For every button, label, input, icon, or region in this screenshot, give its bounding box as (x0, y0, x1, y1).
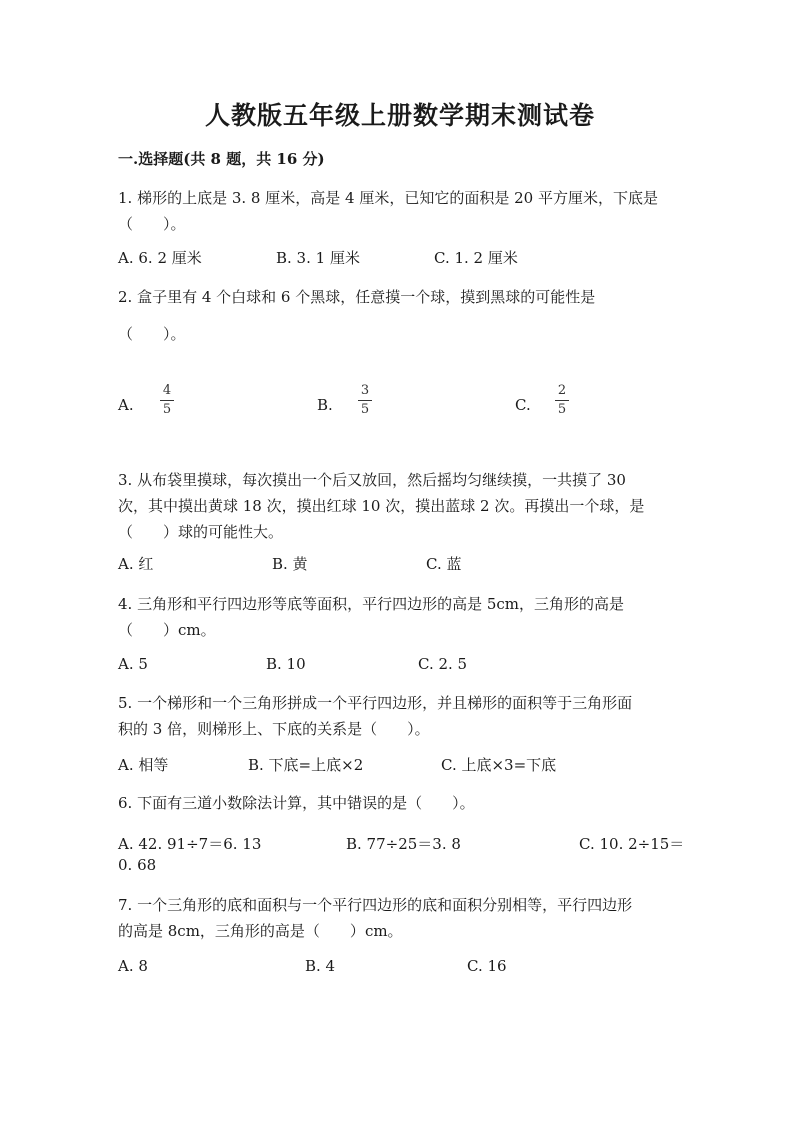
question-3-line-2: 次，其中摸出黄球 18 次，摸出红球 10 次，摸出蓝球 2 次。再摸出一个球，是 (118, 497, 645, 515)
question-4-option-b: B. 10 (266, 655, 306, 673)
option-b-fraction (358, 383, 372, 418)
question-7-option-b: B. 4 (305, 957, 336, 975)
fraction-denominator: 5 (557, 402, 567, 417)
fraction-numerator: 3 (360, 383, 370, 398)
question-7 (118, 892, 688, 944)
question-6-option-c-continued: 0. 68 (118, 856, 157, 874)
question-5 (118, 690, 688, 742)
fraction-numerator: 4 (162, 383, 172, 398)
question-3-line-3: （ ）球的可能性大。 (118, 523, 284, 541)
question-3-option-b: B. 黄 (272, 555, 308, 573)
question-7-option-c: C. 16 (467, 957, 507, 975)
question-2-line-1: 2. 盒子里有 4 个白球和 6 个黑球，任意摸一个球，摸到黑球的可能性是 (118, 288, 596, 306)
question-5-option-c: C. 上底×3=下底 (441, 756, 557, 774)
question-1-option-a: A. 6. 2 厘米 (118, 249, 202, 267)
fraction-denominator: 5 (360, 402, 370, 417)
question-3-option-a: A. 红 (118, 555, 154, 573)
option-a-fraction (160, 383, 174, 418)
fraction-bar (555, 400, 569, 401)
question-1-line-1: 1. 梯形的上底是 3. 8 厘米，高是 4 厘米，已知它的面积是 20 平方厘米，下底是 (118, 189, 658, 207)
option-b-label: B. (317, 396, 333, 414)
question-3 (118, 467, 688, 545)
fraction-bar (160, 400, 174, 401)
question-2-blank: （ ）。 (118, 325, 186, 343)
question-7-line-2: 的高是 8cm，三角形的高是（ ）cm。 (118, 922, 403, 940)
question-4-option-a: A. 5 (118, 655, 148, 673)
fraction-denominator: 5 (162, 402, 172, 417)
question-7-line-1: 7. 一个三角形的底和面积与一个平行四边形的底和面积分别相等，平行四边形 (118, 896, 633, 914)
question-6-option-b: B. 77÷25＝3. 8 (346, 835, 461, 853)
question-6-option-c: C. 10. 2÷15＝ (579, 835, 685, 853)
question-5-option-b: B. 下底=上底×2 (248, 756, 364, 774)
question-5-line-1: 5. 一个梯形和一个三角形拼成一个平行四边形，并且梯形的面积等于三角形面 (118, 694, 633, 712)
question-4-line-1: 4. 三角形和平行四边形等底等面积，平行四边形的高是 5cm，三角形的高是 (118, 595, 625, 613)
question-6 (118, 790, 688, 816)
option-a-label: A. (118, 396, 134, 414)
question-4-option-c: C. 2. 5 (418, 655, 468, 673)
question-6-option-a: A. 42. 91÷7＝6. 13 (118, 835, 262, 853)
option-c-label: C. (515, 396, 531, 414)
option-c-fraction (555, 383, 569, 418)
question-1-line-2: （ ）。 (118, 215, 186, 233)
question-1-option-b: B. 3. 1 厘米 (276, 249, 360, 267)
question-3-line-1: 3. 从布袋里摸球，每次摸出一个后又放回，然后摇均匀继续摸，一共摸了 30 (118, 471, 626, 489)
fraction-numerator: 2 (557, 383, 567, 398)
question-7-option-a: A. 8 (118, 957, 148, 975)
section-heading: 一.选择题(共 8 题，共 16 分) (118, 150, 325, 168)
question-4 (118, 591, 688, 643)
fraction-bar (358, 400, 372, 401)
question-1-option-c: C. 1. 2 厘米 (434, 249, 518, 267)
question-2 (118, 284, 688, 310)
question-5-line-2: 积的 3 倍，则梯形上、下底的关系是（ ）。 (118, 720, 430, 738)
question-5-option-a: A. 相等 (118, 756, 169, 774)
question-1 (118, 185, 688, 237)
page-title: 人教版五年级上册数学期末测试卷 (204, 101, 595, 130)
question-3-option-c: C. 蓝 (426, 555, 462, 573)
question-6-line-1: 6. 下面有三道小数除法计算，其中错误的是（ ）。 (118, 794, 475, 812)
question-4-line-2: （ ）cm。 (118, 621, 216, 639)
